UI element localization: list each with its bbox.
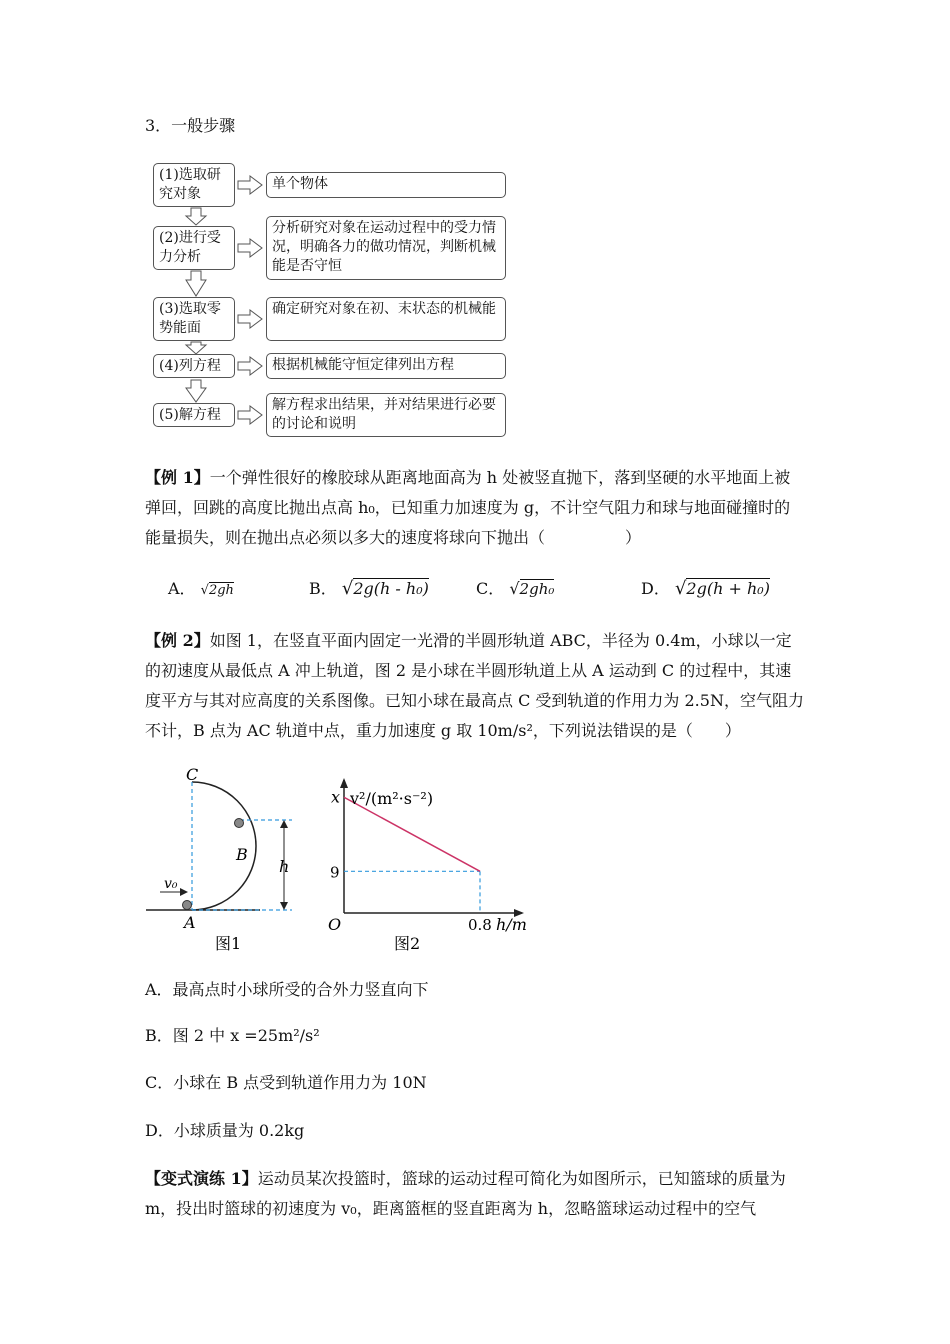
figure-2-chart	[320, 768, 540, 958]
ball-at-a	[183, 901, 192, 910]
practice-text: 运动员某次投篮时，篮球的运动过程可简化为如图所示，已知篮球的质量为 m，投出时篮球的初速度为 v₀，距离篮框的竖直距离为 h，忽略篮球运动过程中的空气	[145, 1169, 786, 1218]
arrow-up-icon	[340, 778, 348, 788]
flow-step-label-line: 究对象	[159, 186, 201, 202]
flow-step-4-desc: 根据机械能守恒定律列出方程	[266, 353, 506, 379]
right-arrow-icon	[238, 406, 262, 424]
flow-step-label-line: (3)选取零	[159, 301, 221, 317]
x-axis-label: h/m	[496, 915, 527, 934]
label-h: h	[279, 857, 290, 876]
y-tick-label: 9	[330, 863, 340, 882]
option-letter: A．	[168, 579, 196, 598]
ball-at-b	[235, 819, 244, 828]
figure-2-caption: 图2	[394, 934, 421, 953]
option-letter: C．	[476, 579, 505, 598]
flow-step-3-desc: 确定研究对象在初、末状态的机械能	[266, 297, 506, 341]
arrow-up-icon	[280, 820, 288, 828]
flow-step-5-desc: 解方程求出结果，并对结果进行必要的讨论和说明	[266, 393, 506, 437]
flowchart-arrows	[140, 160, 280, 445]
flow-step-label-line: 力分析	[159, 249, 201, 265]
practice-1	[145, 1164, 805, 1224]
y-axis-label: v²/(m²·s⁻²)	[350, 789, 434, 808]
down-arrow-icon	[186, 208, 206, 225]
example-text: 如图 1，在竖直平面内固定一光滑的半圆形轨道 ABC，半径为 0.4m，小球以一定的初速度从最低点 A 冲上轨道，图 2 是小球在半圆形轨道上从 A 运动到 C 的过程中，其速度平方与其对应高度的关系图像。已知小球在最高点 C 受到轨道的作用力为 2.5N，空气阻力不计，B 点为 AC 轨道中点，重力加速度 g 取 10m/s²，下列说法错误的是（ ）	[145, 631, 804, 740]
figure-1-caption: 图1	[215, 934, 242, 953]
right-arrow-icon	[238, 239, 262, 257]
label-b: B	[236, 845, 248, 864]
label-c: C	[186, 768, 199, 784]
sqrt-icon: √	[341, 578, 354, 599]
example-1	[145, 463, 805, 553]
label-v0: v₀	[164, 876, 178, 892]
example-tag: 【例 1】	[145, 468, 210, 487]
arrow-right-icon	[180, 888, 188, 896]
origin-label: O	[328, 915, 342, 934]
example-text: 一个弹性很好的橡胶球从距离地面高为 h 处被竖直抛下，落到坚硬的水平地面上被弹回，回跳的高度比抛出点高 h₀，已知重力加速度为 g，不计空气阻力和球与地面碰撞时的能量损失，则在抛出点必须以多大的速度将球向下抛出（ ）	[145, 468, 791, 547]
option-expr: 2gh₀	[519, 580, 555, 598]
section-title: 3．一般步骤	[145, 116, 236, 135]
option-d[interactable]	[641, 577, 770, 601]
figure-1	[140, 768, 320, 958]
option-expr: 2gh	[208, 583, 234, 598]
sqrt-icon: √	[200, 583, 209, 598]
x-tick-label: 0.8	[468, 916, 492, 934]
example-tag: 【例 2】	[145, 631, 210, 650]
example-2-option-b[interactable]: B．图 2 中 x =25m²/s²	[145, 1026, 320, 1045]
sqrt-icon: √	[509, 579, 520, 598]
option-expr: 2g(h - h₀)	[353, 579, 429, 598]
option-expr: 2g(h + h₀)	[686, 579, 770, 598]
option-b[interactable]	[309, 577, 429, 601]
option-a[interactable]	[168, 577, 234, 603]
right-arrow-icon	[238, 310, 262, 328]
example-2-option-c[interactable]: C．小球在 B 点受到轨道作用力为 10N	[145, 1073, 427, 1092]
flow-step-1-desc: 单个物体	[266, 172, 506, 198]
y-top-tick-label: x	[331, 787, 341, 807]
right-arrow-icon	[238, 357, 262, 375]
down-arrow-icon	[186, 380, 206, 402]
flow-step-label-line: 势能面	[159, 320, 201, 336]
flow-step-label-line: (5)解方程	[159, 407, 221, 423]
label-a: A	[184, 913, 196, 932]
flow-step-2-desc: 分析研究对象在运动过程中的受力情况，明确各力的做功情况，判断机械能是否守恒	[266, 216, 506, 280]
sqrt-icon: √	[674, 578, 687, 599]
flow-step-label-line: (2)进行受	[159, 230, 221, 246]
right-arrow-icon	[238, 176, 262, 194]
down-arrow-icon	[186, 342, 206, 354]
down-arrow-icon	[186, 271, 206, 296]
option-letter: B．	[309, 579, 337, 598]
flow-step-label-line: (4)列方程	[159, 358, 221, 374]
example-2-option-a[interactable]: A．最高点时小球所受的合外力竖直向下	[145, 980, 429, 999]
flow-step-label-line: (1)选取研	[159, 167, 221, 183]
practice-tag: 【变式演练 1】	[145, 1169, 258, 1188]
option-c[interactable]	[476, 577, 554, 601]
example-2-option-d[interactable]: D．小球质量为 0.2kg	[145, 1121, 305, 1140]
series-line	[344, 797, 480, 871]
option-letter: D．	[641, 579, 670, 598]
arrow-down-icon	[280, 902, 288, 910]
example-2	[145, 626, 805, 746]
